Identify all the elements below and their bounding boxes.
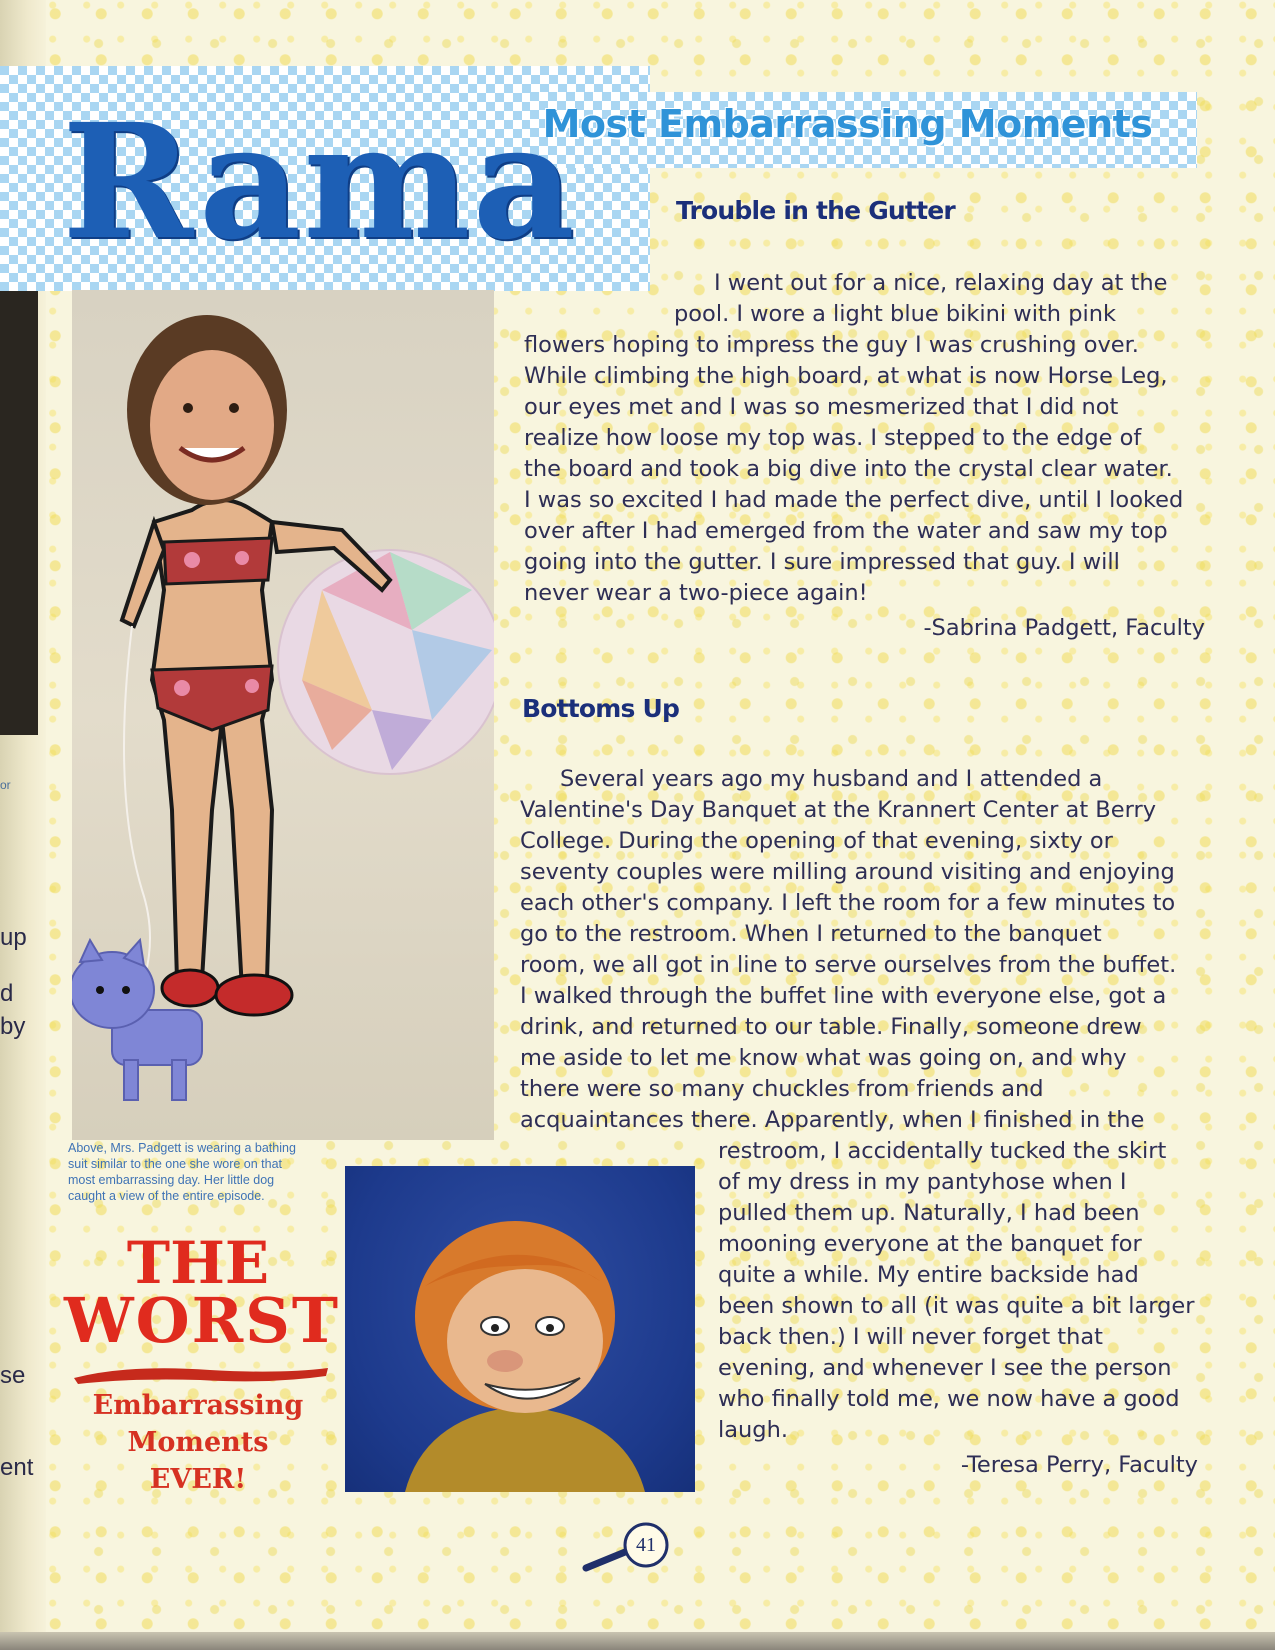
text-line: quite a while. My entire backside had bbox=[718, 1262, 1139, 1288]
facing-page-photo-edge bbox=[0, 285, 38, 735]
text-line: pulled them up. Naturally, I had been bbox=[718, 1200, 1140, 1226]
text-line: flowers hoping to impress the guy I was crushing over. bbox=[524, 332, 1139, 358]
text-line: I walked through the buffet line with everyone else, got a bbox=[520, 983, 1167, 1009]
text-line: room, we all got in line to serve ourselves from the buffet. bbox=[520, 952, 1177, 978]
text-line: Several years ago my husband and I attended a bbox=[560, 766, 1103, 792]
worst-sub-ever: EVER! bbox=[149, 1464, 247, 1495]
text-line: the board and took a big dive into the crystal clear water. bbox=[524, 456, 1173, 482]
text-line: drink, and returned to our table. Finally, someone drew bbox=[520, 1014, 1142, 1040]
text-line: evening, and whenever I see the person bbox=[718, 1355, 1172, 1381]
caption-line: Above, Mrs. Padgett is wearing a bathing bbox=[68, 1141, 296, 1155]
story-body-bottoms-up bbox=[520, 764, 1220, 1136]
text-line: been shown to all (it was quite a bit larger bbox=[718, 1293, 1195, 1319]
photo-cartoon-boy bbox=[345, 1166, 695, 1492]
worst-line-worst: WORST bbox=[64, 1284, 341, 1357]
gutter-fragment: d bbox=[0, 980, 14, 1007]
text-line: go to the restroom. When I returned to the banquet bbox=[520, 921, 1102, 947]
caption-line: caught a view of the entire episode. bbox=[68, 1189, 265, 1203]
worst-sub-moments: Moments bbox=[127, 1427, 269, 1458]
text-line: College. During the opening of that evening, sixty or bbox=[520, 828, 1113, 854]
text-line: over after I had emerged from the water and saw my top bbox=[524, 518, 1168, 544]
byline-padgett: -Sabrina Padgett, Faculty bbox=[923, 615, 1205, 641]
caption-line: suit similar to the one she wore on that bbox=[68, 1157, 283, 1171]
text-line: pool. I wore a light blue bikini with pink bbox=[674, 301, 1117, 327]
caption-line: most embarrassing day. Her little dog bbox=[68, 1173, 275, 1187]
story-heading-trouble: Trouble in the Gutter bbox=[676, 196, 955, 225]
page-number-magnifier bbox=[582, 1518, 672, 1574]
gutter-fragment: up bbox=[0, 924, 27, 951]
section-word-rama: Rama bbox=[62, 90, 577, 275]
text-line: who finally told me, we now have a good bbox=[718, 1386, 1180, 1412]
bikini-figure-illustration bbox=[72, 290, 494, 1140]
text-line: of my dress in my pantyhose when I bbox=[718, 1169, 1127, 1195]
page-title: Most Embarrassing Moments bbox=[542, 102, 1153, 146]
text-line: I was so excited I had made the perfect dive, until I looked bbox=[524, 487, 1184, 513]
byline-perry: -Teresa Perry, Faculty bbox=[960, 1452, 1198, 1478]
text-line: Valentine's Day Banquet at the Krannert Center at Berry bbox=[520, 797, 1157, 823]
text-line: me aside to let me know what was going on, and why bbox=[520, 1045, 1127, 1071]
figure-left-arm bbox=[122, 522, 164, 626]
worst-sub-embarrassing: Embarrassing bbox=[92, 1390, 304, 1421]
nose bbox=[487, 1350, 523, 1372]
face bbox=[150, 350, 274, 500]
text-line: I went out for a nice, relaxing day at the bbox=[714, 270, 1168, 296]
gutter-fragment: or bbox=[0, 778, 11, 792]
right-shoe bbox=[216, 975, 292, 1015]
story-heading-bottoms-up: Bottoms Up bbox=[522, 694, 680, 723]
story-body-bottoms-up-continued bbox=[718, 1136, 1218, 1446]
gutter-fragment: se bbox=[0, 1362, 26, 1389]
text-line: back then.) I will never forget that bbox=[718, 1324, 1103, 1350]
photo-caption bbox=[68, 1140, 328, 1204]
the-worst-badge bbox=[64, 1229, 341, 1502]
bikini-top bbox=[164, 538, 272, 584]
text-line: realize how loose my top was. I stepped to the edge of bbox=[524, 425, 1142, 451]
text-line: seventy couples were milling around visiting and enjoying bbox=[520, 859, 1175, 885]
text-line: mooning everyone at the banquet for bbox=[718, 1231, 1142, 1257]
photo-bikini-figure bbox=[72, 290, 494, 1140]
cartoon-boy-illustration bbox=[345, 1166, 695, 1492]
gutter-fragment: by bbox=[0, 1013, 26, 1040]
left-shoe bbox=[162, 970, 218, 1006]
red-underline-swoosh bbox=[70, 1362, 332, 1386]
text-line: While climbing the high board, at what is now Horse Leg, bbox=[524, 363, 1168, 389]
text-line: restroom, I accidentally tucked the skirt bbox=[718, 1138, 1167, 1164]
text-line: never wear a two-piece again! bbox=[524, 580, 868, 606]
story-body-trouble bbox=[524, 268, 1224, 609]
gutter-fragment: ent bbox=[0, 1454, 34, 1481]
text-line: each other's company. I left the room for a few minutes to bbox=[520, 890, 1176, 916]
page-bottom-edge bbox=[0, 1632, 1275, 1650]
worst-line-the: THE bbox=[126, 1229, 270, 1297]
page-number: 41 bbox=[636, 1534, 656, 1556]
text-line: there were so many chuckles from friends and bbox=[520, 1076, 1044, 1102]
text-line: laugh. bbox=[718, 1417, 788, 1443]
shirt bbox=[405, 1406, 645, 1492]
text-line: our eyes met and I was so mesmerized that I did not bbox=[524, 394, 1119, 420]
text-line: going into the gutter. I sure impressed that guy. I will bbox=[524, 549, 1120, 575]
text-line: acquaintances there. Apparently, when I finished in the bbox=[520, 1107, 1145, 1133]
